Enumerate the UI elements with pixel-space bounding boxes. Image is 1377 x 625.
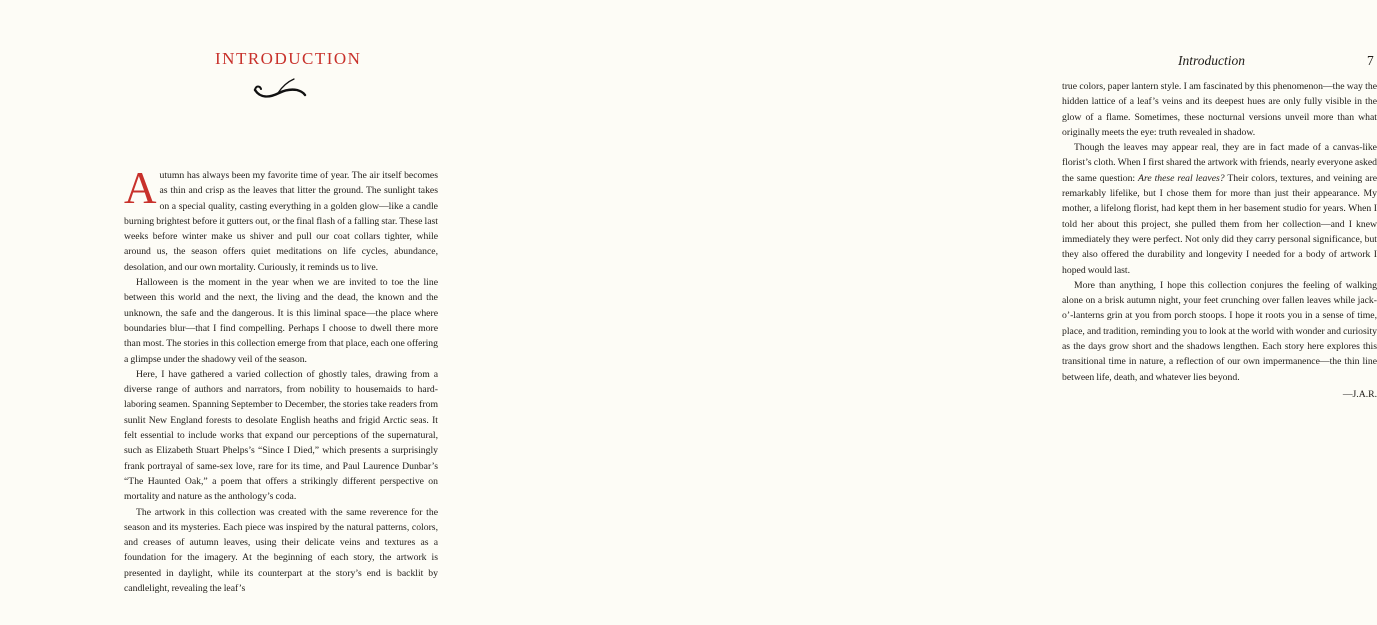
signature: —J.A.R. (1342, 388, 1377, 400)
italic-question: Are these real leaves? (1138, 172, 1225, 184)
right-body-text (1062, 79, 1377, 402)
paragraph: Here, I have gathered a varied collection of ghostly tales, drawing from a diverse range of authors and narrators, from nobility to housemaids to hard-laboring seamen. Spanning September to December, the stories take readers from sunlit New England forests to desolate English heaths and frigid Arctic seas. It felt essential to include works that expand our perceptions of the supernatural, such as Elizabeth Stuart Phelps’s “Since I Died,” which presents a surprisingly frank portrayal of same-sex love, rare for its time, and Paul Laurence Dunbar’s “The Haunted Oak,” a poem that offers a strikingly different perspective on mortality and nature as the anthology’s coda. (124, 368, 438, 503)
flourish-ornament (251, 76, 307, 102)
right-page (500, 0, 1377, 625)
paragraph-text: utumn has always been my favorite time of year. The air itself becomes as thin and crisp as the leaves that litter the ground. The sunlight takes on a special quality, casting everything in a golden glow—like a candle burning brightest before it gutters out, or the final flash of a falling star. These last weeks before winter make us shiver and pull our coat collars tighter, while around us, the season offers quiet meditations on life cycles, abundance, desolation, and our own mortality. Curiously, it reminds us to live. (124, 170, 438, 273)
drop-cap: A (124, 163, 157, 213)
paragraph: The artwork in this collection was created with the same reverence for the season and its mysteries. Each piece was inspired by the natural patterns, colors, and creases of autumn leaves, using their delicate veins and textures as a foundation for the imagery. At the beginning of each story, the artwork is presented in daylight, while its counterpart at the story’s end is backlit by candlelight, revealing the leaf’s (124, 506, 438, 595)
left-body-text (124, 163, 438, 596)
paragraph (1062, 140, 1377, 278)
paragraph-text: Though the leaves may appear real, they are in fact made of a canvas-like florist’s cloth. When I first shared the artwork with friends, nearly everyone asked the same question: (1062, 142, 1377, 184)
paragraph: Halloween is the moment in the year when we are invited to toe the line between this world and the next, the living and the dead, the known and the unknown, the safe and the dangerous. It is this liminal space—the place where boundaries blur—that I find compelling. Perhaps I choose to dwell there more than most. The stories in this collection emerge from that place, each one offering a glimpse under the shadowy veil of the season. (124, 277, 438, 365)
page-number: 7 (1367, 53, 1374, 68)
paragraph (124, 163, 438, 275)
running-head: Introduction (1178, 53, 1245, 68)
left-page (0, 0, 500, 625)
paragraph-text: Their colors, textures, and veining are remarkably lifelike, but I chose them for more than just their appearance. My mother, a lifelong florist, had kept them in her basement studio for years. When I told her about this project, she pulled them from her collection—and I knew immediately they were perfect. Not only did they carry personal significance, but they also offered the durability and longevity I needed for a body of artwork I hoped would last. (1062, 172, 1377, 276)
paragraph: More than anything, I hope this collection conjures the feeling of walking alone on a brisk autumn night, your feet crunching over fallen leaves while jack-o’-lanterns grin at you from porch stoops. I hope it roots you in a sense of time, place, and tradition, reminding you to look at the world with wonder and curiosity as the days grow short and the shadows lengthen. Each story here explores this transitional time in nature, a reflection of our own impermanence—the thin line between life, death, and whatever lies beyond. (1062, 279, 1377, 383)
chapter-title: INTRODUCTION (215, 49, 362, 68)
paragraph: true colors, paper lantern style. I am fascinated by this phenomenon—the way the hidden lattice of a leaf’s veins and its deepest hues are only fully visible in the glow of a flame. Sometimes, these nocturnal versions unveil more than what originally meets the eye: truth revealed in shadow. (1062, 81, 1377, 138)
